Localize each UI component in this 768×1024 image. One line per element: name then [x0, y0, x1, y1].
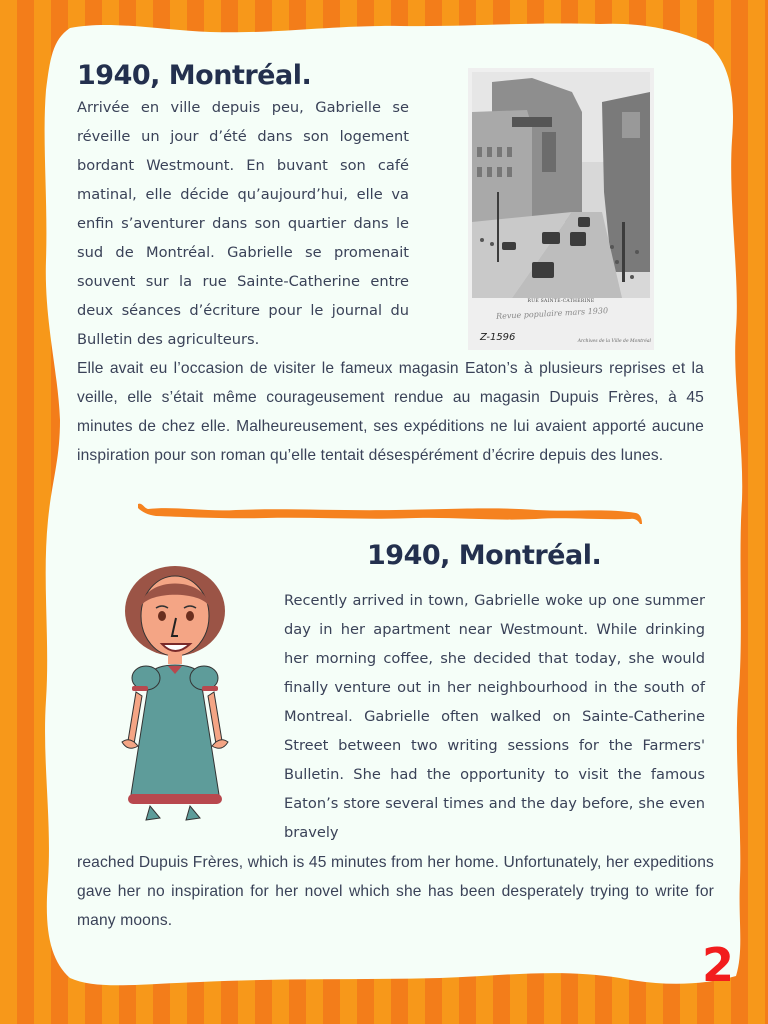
english-continuation-paragraph: reached Dupuis Frères, which is 45 minutes from her home. Unfortunately, her expeditions gave her no inspiration for her novel which she has been desperately trying to write for many moons. [77, 854, 714, 929]
english-intro-paragraph: Recently arrived in town, Gabrielle woke up one summer day in her apartment near Westmount. While drinking her morning coffee, she decided that today, she would finally venture out in her neighbourhood in the south of Montreal. Gabrielle often walked on Sainte-Catherine Street between two writing sessions for the Farmers' Bulletin. She had the opportunity to visit the famous Eaton’s store several times and the day before, she even bravely [284, 592, 705, 841]
woman-illustration [110, 556, 240, 831]
photo-handwritten-note: Revue populaire mars 1930 [495, 306, 609, 321]
english-title: 1940, Montréal. [367, 540, 602, 571]
photo-reference: Z-1596 [480, 332, 516, 343]
photo-caption: RUE SAINTE-CATHERINE [527, 299, 595, 304]
french-intro-paragraph: Arrivée en ville depuis peu, Gabrielle se réveille un jour d’été dans son logement bordant Westmount. En buvant son café matinal, elle décide qu’aujourd’hui, elle va enfin s’aventurer dans son quartier dans le sud de Montréal. Gabrielle se promenait souvent sur la rue Sainte-Catherine entre deux séances d’écriture pour le journal du Bulletin des agriculteurs. [77, 99, 409, 348]
french-continuation-paragraph: Elle avait eu l’occasion de visiter le fameux magasin Eaton’s à plusieurs reprises et la veille, elle s’était même courageusement rendue au magasin Dupuis Frères, à 45 minutes de chez elle. Malheureusement, ses expéditions ne lui avaient apporté aucune inspiration pour son roman qu’elle tentait désespérément d’écrire depuis des lunes. [77, 360, 704, 464]
brush-divider [136, 498, 646, 528]
historical-photo [468, 68, 654, 350]
street-scene-image [472, 72, 650, 298]
page-number: 2 [702, 938, 735, 992]
french-title: 1940, Montréal. [77, 60, 312, 91]
photo-credit: Archives de la Ville de Montréal [577, 339, 651, 344]
